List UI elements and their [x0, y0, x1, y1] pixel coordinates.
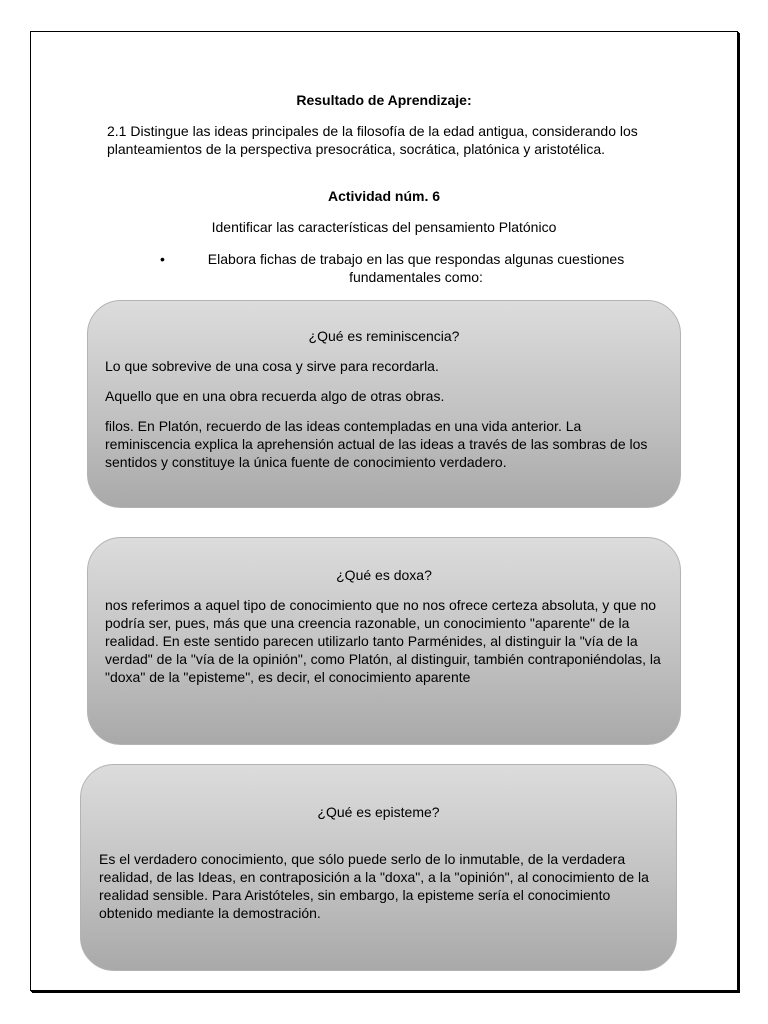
card-question: ¿Qué es episteme? — [317, 804, 440, 820]
card-doxa — [87, 537, 681, 745]
card-paragraph: Aquello que en una obra recuerda algo de otras obras. — [105, 388, 445, 404]
page-title: Resultado de Aprendizaje: — [296, 92, 472, 108]
card-question: ¿Qué es reminiscencia? — [308, 328, 460, 344]
activity-description: Identificar las características del pensamiento Platónico — [211, 219, 557, 235]
card-paragraph: Es el verdadero conocimiento, que sólo puede serlo de lo inmutable, de la verdadera realidad, de las Ideas, en contraposición a la "doxa", a la "opinión", al conocimiento de la realidad sensible. Para Aristóteles, sin embargo, la episteme sería el conocimiento obtenido mediante la demostración. — [99, 851, 649, 921]
card-paragraph: nos referimos a aquel tipo de conocimiento que no nos ofrece certeza absoluta, y que no podría ser, pues, más que una creencia razonable, un conocimiento "aparente" de la realidad. En este sentido parecen utilizarlo tanto Parménides, al distinguir la "vía de la verdad" de la "vía de la opinión", como Platón, al distinguir, también contraponiéndolas, la "doxa" de la "episteme", es decir, el conocimiento aparente — [105, 597, 661, 685]
activity-heading: Actividad núm. 6 — [327, 188, 441, 204]
card-paragraph: filos. En Platón, recuerdo de las ideas contempladas en una vida anterior. La reminiscencia explica la aprehensión actual de las ideas a través de las sombras de los sentidos y constituye la única fuente de conocimiento verdadero. — [105, 418, 648, 470]
card-paragraph: Lo que sobrevive de una cosa y sirve para recordarla. — [105, 358, 439, 374]
instruction-bullet — [160, 250, 650, 286]
learning-objective: 2.1 Distingue las ideas principales de la filosofía de la edad antigua, considerando los planteamientos de la perspectiva presocrática, socrática, platónica y aristotélica. — [107, 123, 638, 157]
instruction-text: Elabora fichas de trabajo en las que respondas algunas cuestiones fundamentales como: — [207, 251, 625, 285]
card-episteme — [80, 764, 677, 971]
card-question: ¿Qué es doxa? — [336, 567, 432, 583]
card-reminiscencia — [87, 300, 681, 508]
bullet-icon: • — [160, 251, 165, 267]
